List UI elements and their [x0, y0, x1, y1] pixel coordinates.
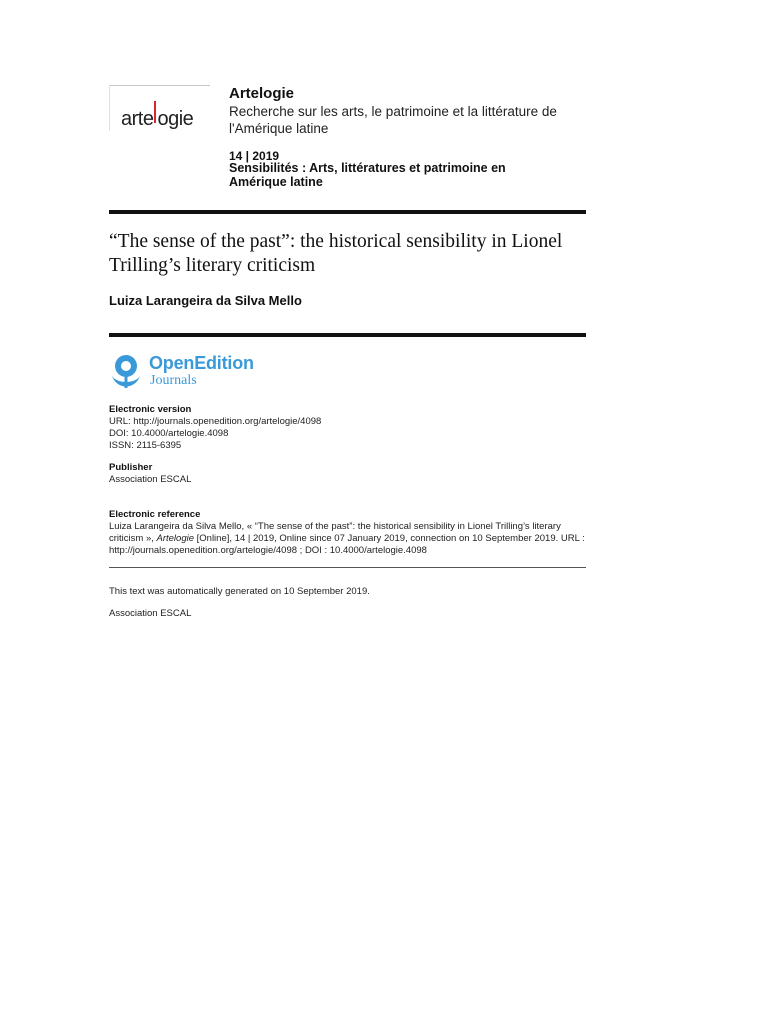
logo-text-right: ogie — [157, 108, 194, 130]
footer-divider — [109, 567, 586, 568]
publisher-label: Publisher — [109, 462, 153, 473]
issue-number: 14 | 2019 — [229, 149, 280, 163]
publisher-section — [109, 462, 191, 486]
openedition-name: OpenEdition — [149, 353, 254, 373]
electronic-version-url[interactable]: URL: http://journals.openedition.org/artelogie/4098 — [109, 416, 322, 427]
electronic-version-doi[interactable]: DOI: 10.4000/artelogie.4098 — [109, 428, 229, 439]
logo-wordmark — [121, 105, 193, 131]
journal-logo — [109, 85, 210, 131]
article-title: “The sense of the past”: the historical sensibility in Lionel Trilling’s literary criticism — [109, 231, 563, 276]
reference-journal-name: Artelogie — [156, 533, 194, 544]
logo-left-line — [109, 85, 110, 131]
issue-title: Sensibilités : Arts, littératures et patrimoine en Amérique latine — [229, 161, 506, 189]
electronic-reference-section — [109, 509, 585, 557]
electronic-version-issn: ISSN: 2115-6395 — [109, 440, 182, 451]
electronic-version-label: Electronic version — [109, 404, 192, 415]
journal-title: Artelogie — [229, 85, 295, 102]
openedition-logo[interactable] — [109, 354, 269, 394]
bottom-divider — [109, 333, 586, 337]
article-author: Luiza Larangeira da Silva Mello — [109, 293, 302, 308]
openedition-journals: Journals — [150, 373, 197, 388]
logo-red-bar — [154, 101, 156, 123]
reference-part-1: Luiza Larangeira da Silva Mello, « “The sense of the past”: the historical sensibility in Lionel Trilling’s literary criticism », — [109, 521, 561, 544]
logo-text-left: arte — [121, 108, 154, 130]
generated-notice: This text was automatically generated on 10 September 2019. — [109, 586, 370, 597]
electronic-reference-text — [109, 521, 585, 557]
journal-subtitle: Recherche sur les arts, le patrimoine et la littérature de l'Amérique latine — [229, 104, 557, 136]
publisher-name: Association ESCAL — [109, 474, 192, 485]
electronic-version-section — [109, 404, 321, 452]
electronic-reference-label: Electronic reference — [109, 509, 201, 520]
reference-part-2: [Online], 14 | 2019, Online since 07 January 2019, connection on 10 September 2019. URL : http://journals.openedition.org/artelogie/4098 ; DOI : 10.4000/artelogie.4098 — [109, 533, 585, 556]
top-divider — [109, 210, 586, 214]
openedition-icon — [109, 354, 143, 392]
footer-publisher: Association ESCAL — [109, 608, 192, 619]
logo-top-line — [109, 85, 210, 86]
